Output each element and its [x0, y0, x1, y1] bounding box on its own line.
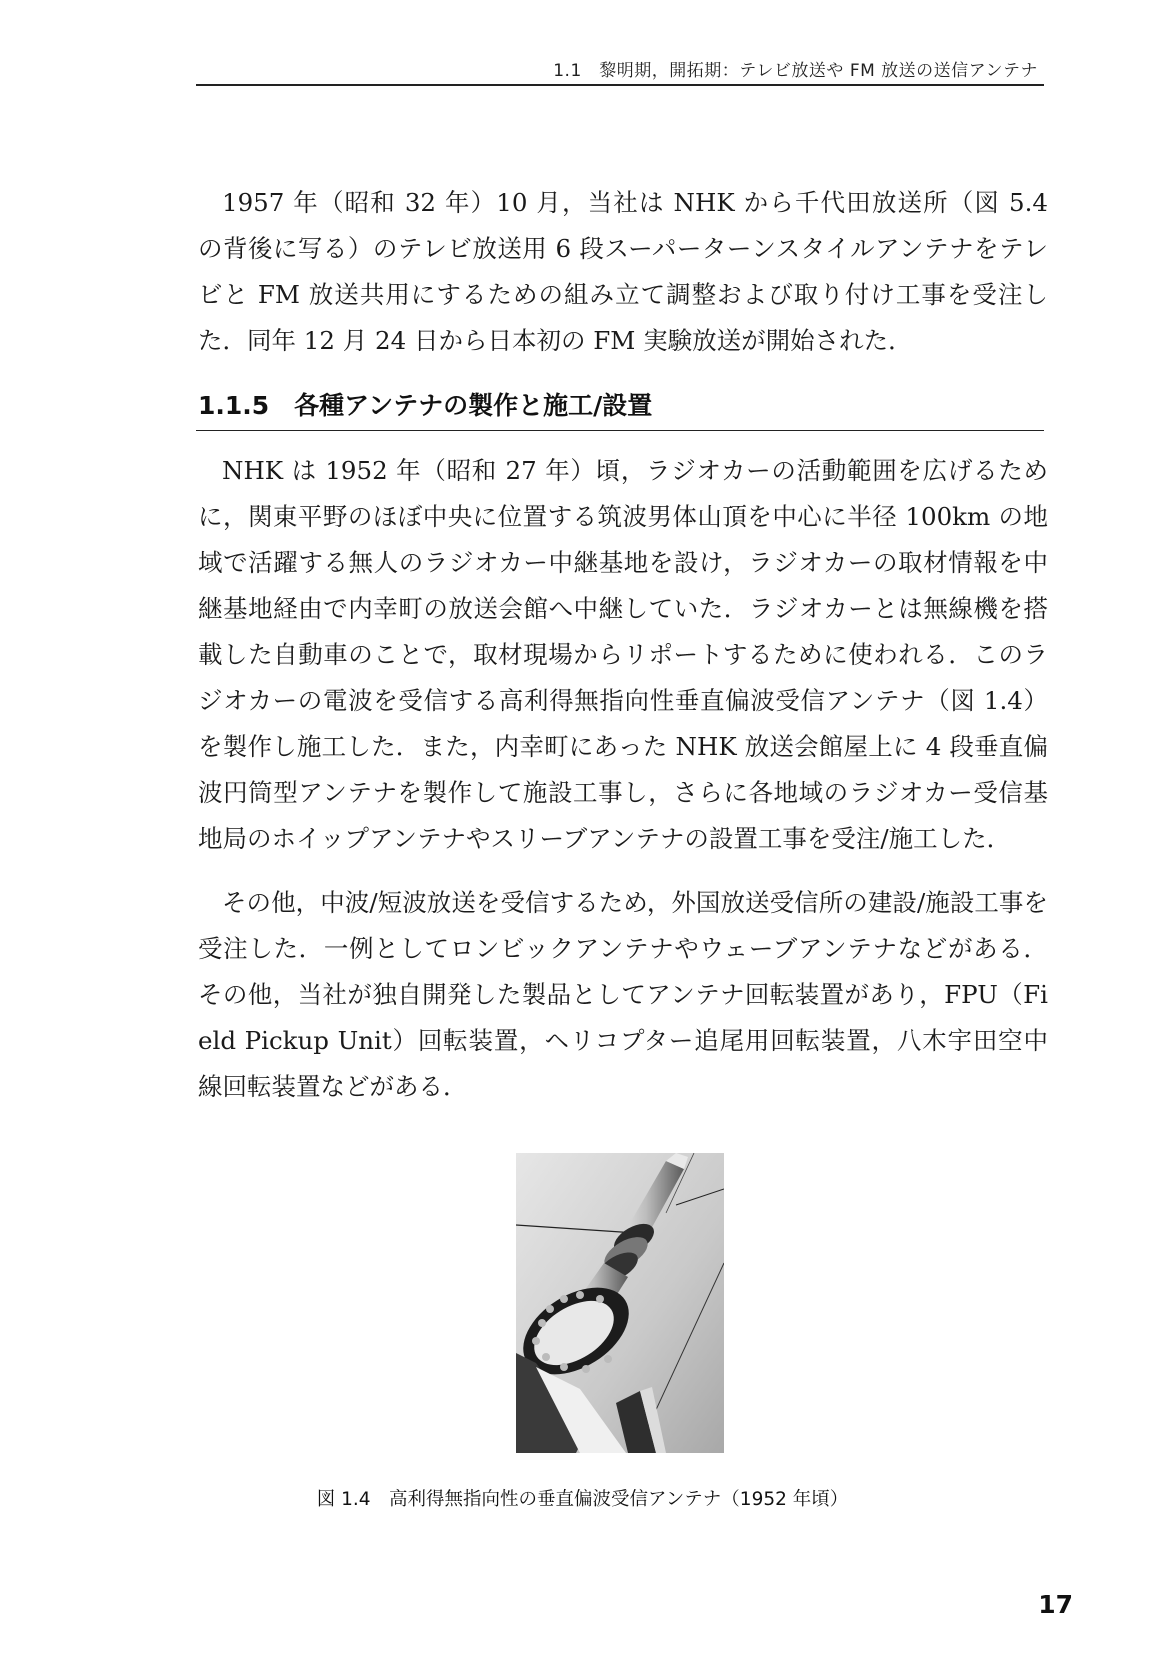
page-number: 17 — [1038, 1590, 1073, 1619]
body-paragraph: NHK は 1952 年（昭和 27 年）頃，ラジオカーの活動範囲を広げるために，関東平野のほぼ中央に位置する筑波男体山頂を中心に半径 100km の地域で活躍する無人のラジオカー中継基地を設け，ラジオカーの取材情報を中継基地経由で内幸町の放送会館へ中継していた．ラジオカーとは無線機を搭載した自動車のことで，取材現場からリポートするために使われる．このラジオカーの電波を受信する高利得無指向性垂直偏波受信アンテナ（図 1.4）を製作し施工した．また，内幸町にあった NHK 放送会館屋上に 4 段垂直偏波円筒型アンテナを製作して施設工事し，さらに各地域のラジオカー受信基地局のホイップアンテナやスリーブアンテナの設置工事を受注/施工した． — [198, 456, 1048, 853]
section-heading-text: 1.1.5 各種アンテナの製作と施工/設置 — [198, 391, 653, 420]
running-header-title: 1.1 黎明期，開拓期：テレビ放送や FM 放送の送信アンテナ — [553, 61, 1038, 81]
figure-caption: 図 1.4 高利得無指向性の垂直偏波受信アンテナ（1952 年頃） — [316, 1489, 849, 1510]
antenna-photo-illustration — [516, 1153, 724, 1453]
body-paragraph: 1957 年（昭和 32 年）10 月，当社は NHK から千代田放送所（図 5.4 の背後に写る）のテレビ放送用 6 段スーパーターンスタイルアンテナをテレビと FM 放送共用にするための組み立て調整および取り付け工事を受注した．同年 12 月 24 日から日本初の FM 実験放送が開始された． — [198, 188, 1048, 355]
section-heading — [196, 382, 1044, 431]
antenna-photo — [516, 1153, 724, 1453]
body-paragraph: その他，中波/短波放送を受信するため，外国放送受信所の建設/施設工事を受注した．一例としてロンビックアンテナやウェーブアンテナなどがある．その他，当社が独自開発した製品としてアンテナ回転装置があり，FPU（Field Pickup Unit）回転装置，ヘリコプター追尾用回転装置，八木宇田空中線回転装置などがある． — [198, 888, 1048, 1101]
running-header — [196, 52, 1044, 86]
